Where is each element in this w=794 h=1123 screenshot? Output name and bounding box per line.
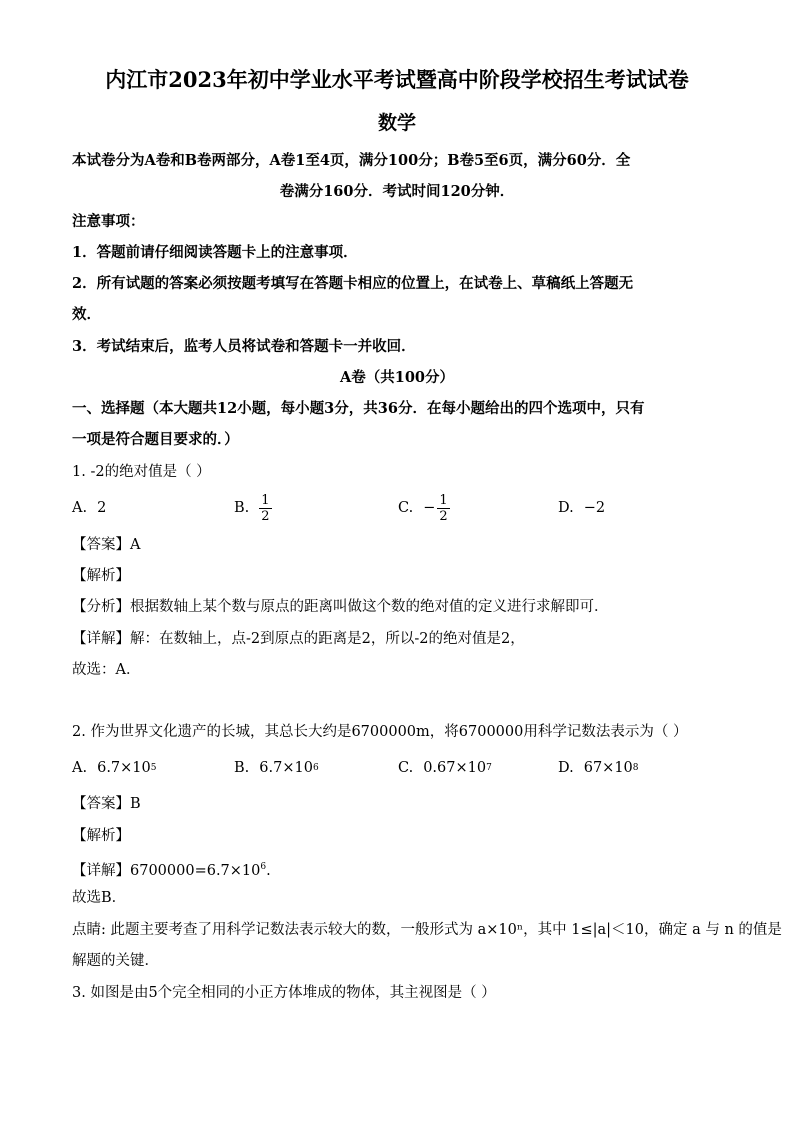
q2-option-d <box>558 748 639 788</box>
q2-analysis-heading: 【解析】 <box>72 828 130 844</box>
q1-answer: 【答案】A <box>72 537 141 553</box>
q2-answer: 【答案】B <box>72 796 141 812</box>
option-label: B. <box>234 500 250 516</box>
q2-detail-end: . <box>266 863 271 879</box>
fraction <box>437 493 449 524</box>
q1-choice: 故选：A． <box>72 662 141 678</box>
q1-options <box>72 488 732 528</box>
fraction-numerator: 1 <box>261 492 270 508</box>
note-item-2: 2．所有试题的答案必须按题考填写在答题卡相应的位置上，在试卷上、草稿纸上答题无 <box>72 275 634 292</box>
option-value: 6.7×10 <box>97 760 151 776</box>
q1-analysis-heading: 【解析】 <box>72 568 130 584</box>
part1-instructions-cont: 一项是符合题目要求的．） <box>72 431 239 448</box>
q1-option-a <box>72 488 106 528</box>
q2-choice: 故选B． <box>72 890 127 906</box>
q2-stem: 2. 作为世界文化遗产的长城，其总长大约是6700000m，将6700000用科学记数法表示为（ ） <box>72 724 688 740</box>
q2-detail <box>72 857 271 881</box>
q1-detail: 【详解】解：在数轴上，点-2到原点的距离是2，所以-2的绝对值是2， <box>72 631 525 647</box>
exam-title: 内江市2023年初中学业水平考试暨高中阶段学校招生考试试卷 <box>105 67 689 92</box>
fraction-numerator: 1 <box>439 492 448 508</box>
option-label: C. <box>398 760 414 776</box>
q2-options <box>72 748 732 788</box>
notes-heading: 注意事项： <box>72 213 145 230</box>
exponent: 8 <box>632 763 639 773</box>
note-item-2-cont: 效． <box>72 306 101 323</box>
q2-comment-cont: 解题的关键． <box>72 953 159 969</box>
q2-option-b <box>234 748 319 788</box>
option-label: B. <box>234 760 250 776</box>
exponent: 5 <box>150 763 157 773</box>
exponent: 6 <box>260 862 267 872</box>
section-a-heading: A卷（共100分） <box>339 369 455 386</box>
q3-stem: 3. 如图是由5个完全相同的小正方体堆成的物体，其主视图是（ ） <box>72 985 496 1001</box>
option-value: 67×10 <box>583 760 633 776</box>
exponent: 6 <box>312 763 319 773</box>
part1-instructions: 一、选择题（本大题共12小题，每小题3分，共36分．在每小题给出的四个选项中，只有 <box>72 400 645 417</box>
q1-analysis: 【分析】根据数轴上某个数与原点的距离叫做这个数的绝对值的定义进行求解即可． <box>72 599 609 615</box>
option-value: 0.67×10 <box>423 760 487 776</box>
q2-option-a <box>72 748 157 788</box>
subject-title: 数学 <box>377 112 416 134</box>
option-label: A. <box>72 760 88 776</box>
q1-option-b <box>234 488 272 528</box>
option-value: 6.7×10 <box>259 760 313 776</box>
minus-sign: − <box>423 500 436 516</box>
q2-option-c <box>398 748 492 788</box>
option-label: A. <box>72 500 88 516</box>
fraction-denominator: 2 <box>439 508 448 524</box>
intro-line-2: 卷满分160分．考试时间120分钟． <box>279 183 515 200</box>
q1-stem: 1. -2的绝对值是（ ） <box>72 464 211 480</box>
q1-option-c <box>398 488 450 528</box>
option-label: C. <box>398 500 414 516</box>
q2-detail-text: 【详解】6700000=6.7×10 <box>72 863 261 879</box>
option-label: D. <box>558 500 574 516</box>
option-label: D. <box>558 760 574 776</box>
q2-comment: 点睛: 此题主要考查了用科学记数法表示较大的数，一般形式为 a×10ⁿ，其中 1≤|a|＜10，确定 a 与 n 的值是 <box>72 922 782 938</box>
fraction <box>259 493 271 524</box>
option-value: −2 <box>583 500 606 516</box>
note-item-1: 1．答题前请仔细阅读答题卡上的注意事项． <box>72 244 358 261</box>
option-value: 2 <box>97 500 107 516</box>
intro-line-1: 本试卷分为A卷和B卷两部分，A卷1至4页，满分100分；B卷5至6页，满分60分．全 <box>72 152 631 169</box>
fraction-denominator: 2 <box>261 508 270 524</box>
exponent: 7 <box>486 763 492 773</box>
note-item-3: 3．考试结束后，监考人员将试卷和答题卡一并收回． <box>72 338 416 355</box>
q1-option-d <box>558 488 605 528</box>
